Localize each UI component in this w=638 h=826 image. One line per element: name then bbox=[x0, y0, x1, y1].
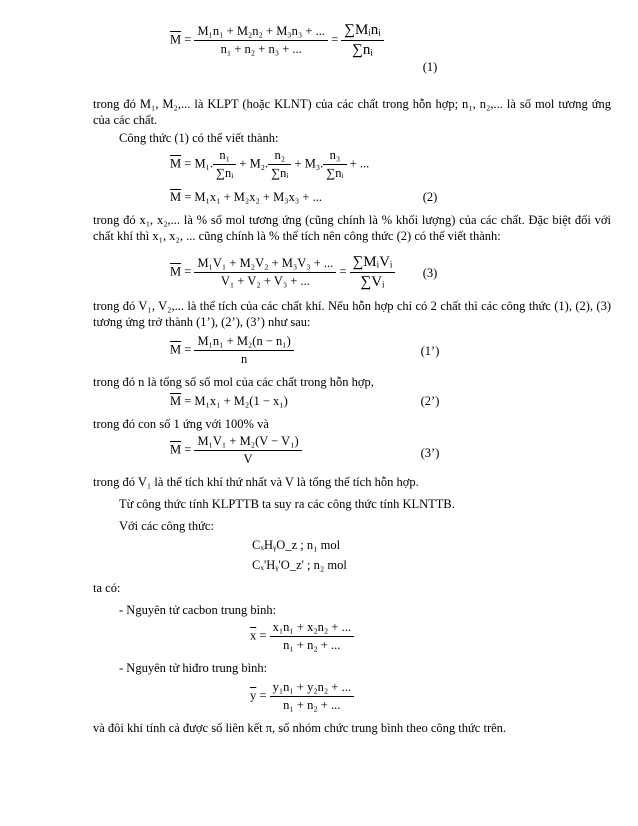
fraction: $\frac{\text{n₁}}{\text{∑nᵢ}}$ bbox=[213, 148, 236, 181]
paragraph: trong đó con số 1 ứng với 100% và bbox=[93, 417, 269, 431]
equation-number: (3) bbox=[422, 266, 438, 280]
paragraph: trong đó M₁, M₂,... là KLPT (hoặc KLNT) của các chất trong hỗn hợp; n₁, n₂,... là số mol tương ứng của các chất. bbox=[93, 97, 611, 127]
paragraph: - Nguyên tử hiđro trung bình: bbox=[119, 661, 268, 675]
paragraph: trong đó V₁ là thể tích khí thứ nhất và V là tổng thể tích hỗn hợp. bbox=[93, 475, 419, 489]
mean-carbon-equation: $\overline{x}$ = $\frac{\text{x₁n₁ + x₂n₂ + ...}}{\text{n₁ + n₂ + ...}}$ bbox=[250, 620, 354, 653]
mean-molar-mass-symbol: $\overline{M}$ bbox=[170, 442, 182, 457]
equation-1: $\overline{M}$ = $\frac{\text{M₁n₁ + M₂n₂ + M₃n₃ + ...}}{\text{n₁ + n₂ + n₃ + ...}}$ = $\frac{\text{∑Mᵢnᵢ}}{\text{∑nᵢ}}$ bbox=[170, 22, 384, 59]
equation-3: $\overline{M}$ = $\frac{\text{M₁V₁ + M₂V₂ + M₃V₃ + ...}}{\text{V₁ + V₂ + V₃ + ...}}$ = $\frac{\text{∑MᵢVᵢ}}{\text{∑Vᵢ}}$ bbox=[170, 254, 395, 291]
fraction: $\frac{\text{M₁n₁ + M₂(n − n₁)}}{n}$ bbox=[194, 334, 293, 367]
equation-3-prime: $\overline{M}$ = $\frac{\text{M₁V₁ + M₂(V − V₁)}}{V}$ bbox=[170, 434, 302, 467]
equation-number: (1) bbox=[422, 60, 438, 74]
paragraph: Công thức (1) có thể viết thành: bbox=[119, 131, 279, 145]
mean-y-symbol: $\overline{y}$ bbox=[250, 688, 257, 703]
mean-molar-mass-symbol: $\overline{M}$ bbox=[170, 32, 182, 47]
sum-fraction: $\frac{\text{∑MᵢVᵢ}}{\text{∑Vᵢ}}$ bbox=[350, 254, 396, 291]
mean-hydrogen-equation: $\overline{y}$ = $\frac{\text{y₁n₁ + y₂n₂ + ...}}{\text{n₁ + n₂ + ...}}$ bbox=[250, 680, 354, 713]
paragraph: trong đó V₁, V₂,... là thể tích của các chất khí. Nếu hỗn hợp chỉ có 2 chất thì các công thức (1), (2), (3) tương ứng trở thành (1’), (2’), (3’) như sau: bbox=[93, 299, 611, 329]
equation-number: (2) bbox=[422, 190, 438, 204]
equation-2-prime: $\overline{M} = M_1x_1 + M_2(1 - x_1)$ bbox=[170, 394, 288, 408]
fraction: $\frac{\text{M₁V₁ + M₂V₂ + M₃V₃ + ...}}{\text{V₁ + V₂ + V₃ + ...}}$ bbox=[194, 256, 336, 289]
equation-number: (3’) bbox=[420, 446, 440, 460]
fraction: $\frac{\text{M₁n₁ + M₂n₂ + M₃n₃ + ...}}{\text{n₁ + n₂ + n₃ + ...}}$ bbox=[194, 24, 328, 57]
mean-molar-mass-symbol: $\overline{M}$ bbox=[170, 264, 182, 279]
mean-molar-mass-symbol: $\overline{M}$ bbox=[170, 190, 182, 204]
paragraph: và đôi khi tính cả được số liên kết π, số nhóm chức trung bình theo công thức trên. bbox=[93, 721, 507, 735]
paragraph: trong đó n là tổng số số mol của các chất trong hỗn hợp, bbox=[93, 375, 374, 389]
mean-x-symbol: $\overline{x}$ bbox=[250, 628, 257, 643]
equation-number: (1’) bbox=[420, 344, 440, 358]
fraction: $\frac{\text{n₃}}{\text{∑nᵢ}}$ bbox=[323, 148, 346, 181]
paragraph: ta có: bbox=[93, 581, 121, 595]
equation-number: (2’) bbox=[420, 394, 440, 408]
equation-1-expanded: $\overline{M} = M_1$. $\frac{\text{n₁}}{\text{∑nᵢ}}$ + M₂. $\frac{\text{n₂}}{\text{∑nᵢ}}$ + M₃. $\frac{\text{n₃}}{\text{∑nᵢ}}$ + ... bbox=[170, 148, 370, 180]
fraction: $\frac{\text{y₁n₁ + y₂n₂ + ...}}{\text{n₁ + n₂ + ...}}$ bbox=[270, 680, 354, 713]
equation-1-prime: $\overline{M}$ = $\frac{\text{M₁n₁ + M₂(n − n₁)}}{n}$ bbox=[170, 334, 294, 367]
fraction: $\frac{\text{M₁V₁ + M₂(V − V₁)}}{V}$ bbox=[194, 434, 301, 467]
sum-fraction: $\frac{\text{∑Mᵢnᵢ}}{\text{∑nᵢ}}$ bbox=[341, 22, 383, 59]
fraction: $\frac{\text{x₁n₁ + x₂n₂ + ...}}{\text{n₁ + n₂ + ...}}$ bbox=[270, 620, 354, 653]
paragraph: trong đó x₁, x₂,... là % số mol tương ứng (cũng chính là % khối lượng) của các chất. Đặc biệt đối với chất khí thì x₁, x₂, ... cũng chính là % thể tích nên công thức (2) có thể viết thành: bbox=[93, 213, 611, 243]
equation-2: $\overline{M} = M_1x_1 + M_2x_2 + M_3x_3$ + ... bbox=[170, 190, 322, 204]
paragraph: - Nguyên tử cacbon trung bình: bbox=[119, 603, 277, 617]
paragraph: Từ công thức tính KLPTTB ta suy ra các công thức tính KLNTTB. bbox=[119, 497, 455, 511]
fraction: $\frac{\text{n₂}}{\text{∑nᵢ}}$ bbox=[268, 148, 291, 181]
mean-molar-mass-symbol: $\overline{M}$ bbox=[170, 342, 182, 357]
paragraph: Với các công thức: bbox=[119, 519, 214, 533]
compound-formula: CₓHᵧO_z ; n₁ mol bbox=[252, 538, 341, 552]
mean-molar-mass-symbol: $\overline{M}$ bbox=[170, 394, 182, 408]
mean-molar-mass-symbol: $\overline{M}$ bbox=[170, 156, 182, 171]
compound-formula: Cₓ'Hᵧ'O_z' ; n₂ mol bbox=[252, 558, 347, 572]
